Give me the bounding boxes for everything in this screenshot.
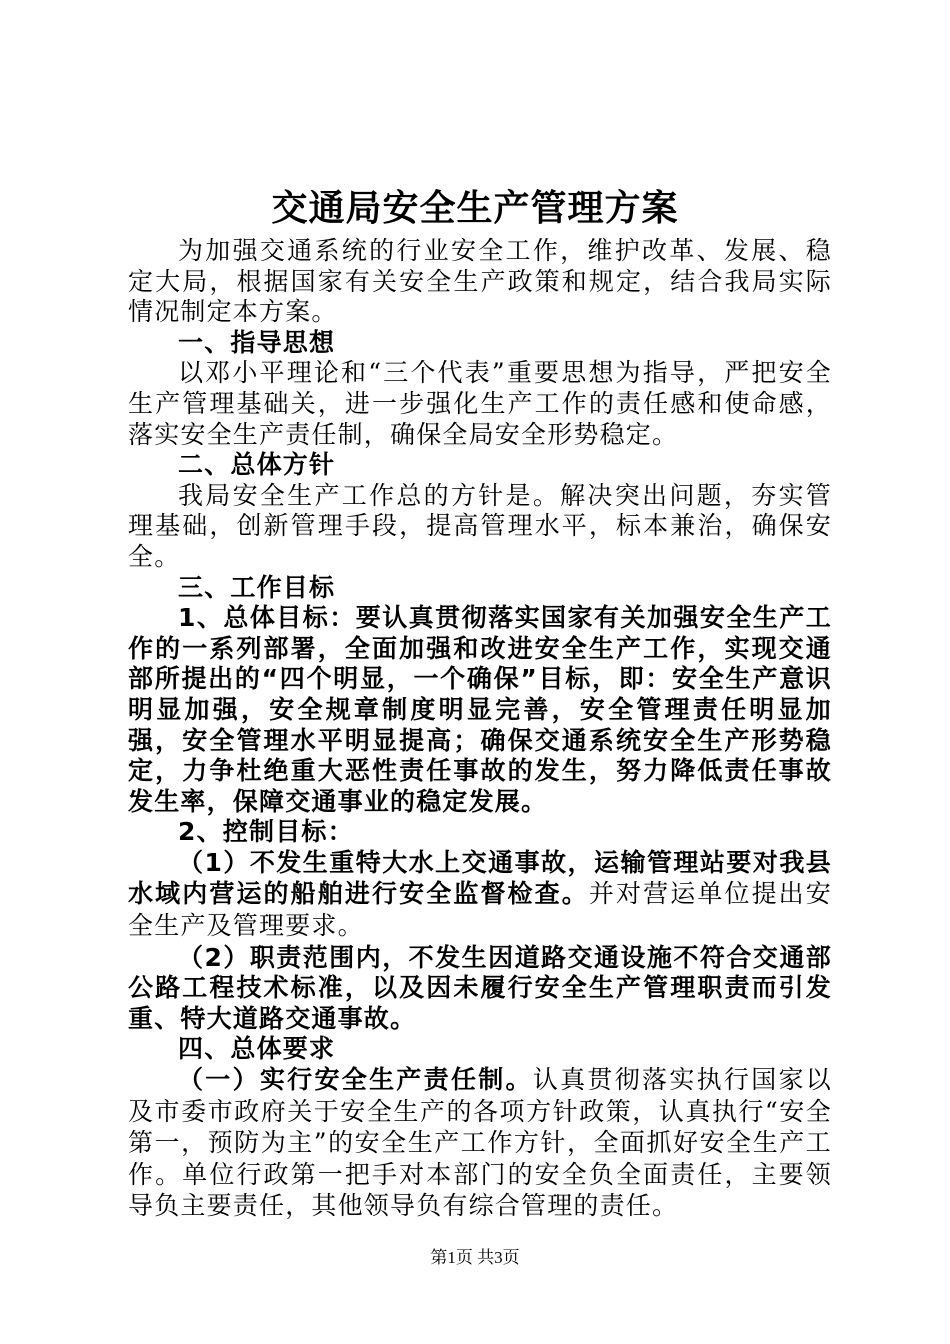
section-4-heading: 四、总体要求 [178,1034,336,1064]
section-1-heading: 一、指导思想 [178,327,336,357]
document-body [128,236,832,1223]
section-2-paragraph: 我局安全生产工作总的方针是。解决突出问题，夯实管理基础，创新管理手段，提高管理水平，标本兼治，确保安全。 [128,480,832,571]
goal-2-item-1-lead: （1）不发生重特大水上交通事故，运输管理站要对我县水域内营运的船舶进行安全监督检查。 [128,847,832,909]
section-4-item-1 [128,1065,832,1223]
page-footer: 第1页 共3页 [430,1248,520,1267]
section-3-goal-2-item-1 [128,848,832,943]
section-3-heading: 三、工作目标 [178,572,336,602]
section-2-heading: 二、总体方针 [178,450,336,480]
section-4-item-1-lead: （一）实行安全生产责任制。 [178,1065,533,1095]
section-4-item-1-text: 认真贯彻落实执行国家以及市委市政府关于安全生产的各项方针政策，认真执行“安全第一，预防为主”的安全生产工作方针，全面抓好安全生产工作。单位行政第一把手对本部门的安全负全面责任，主要领导负主要责任，其他领导负有综合管理的责任。 [128,1065,832,1221]
intro-paragraph: 为加强交通系统的行业安全工作，维护改革、发展、稳定大局，根据国家有关安全生产政策和规定，结合我局实际情况制定本方案。 [128,236,832,327]
section-3-goal-2-item-2: （2）职责范围内，不发生因道路交通设施不符合交通部公路工程技术标准，以及因未履行安全生产管理职责而引发重、特大道路交通事故。 [128,942,832,1033]
section-3-goal-1: 1、总体目标：要认真贯彻落实国家有关加强安全生产工作的一系列部署，全面加强和改进安全生产工作，实现交通部所提出的“四个明显，一个确保”目标，即：安全生产意识明显加强，安全规章制度明显完善，安全管理责任明显加强，安全管理水平明显提高；确保交通系统安全生产形势稳定，力争杜绝重大恶性责任事故的发生，努力降低责任事故发生率，保障交通事业的稳定发展。 [128,603,832,816]
section-1-paragraph: 以邓小平理论和“三个代表”重要思想为指导，严把安全生产管理基础关，进一步强化生产工作的责任感和使命感，落实安全生产责任制，确保全局安全形势稳定。 [128,358,832,449]
goal-2-item-1-tail: 并对营运单位提出安全生产及管理要求。 [128,879,832,941]
document-title: 交通局安全生产管理方案 [271,187,679,229]
section-3-goal-2-heading: 2、控制目标： [178,817,354,847]
